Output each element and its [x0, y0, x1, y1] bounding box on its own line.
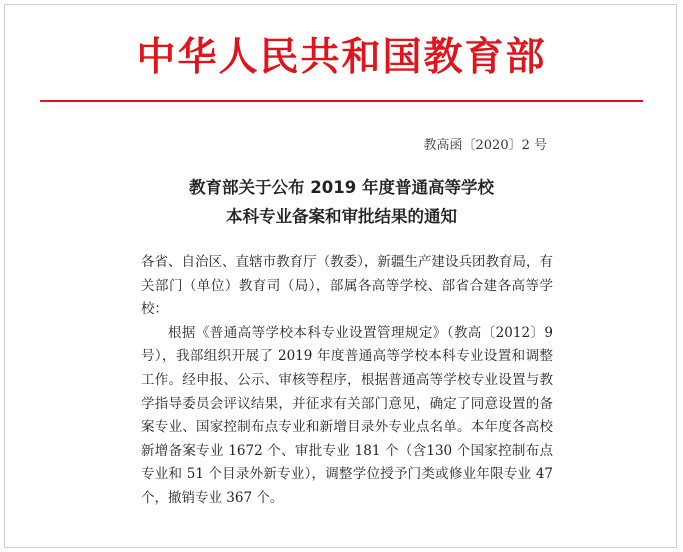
document-body — [141, 251, 553, 511]
paragraph-1: 根据《普通高等学校本科专业设置管理规定》（教高〔2012〕9 号），我部组织开展了 2019 年度普通高等学校本科专业设置和调整工作。经申报、公示、审核等程序，根据普通高等学校专业设置与教学指导委员会评议结果，并征求有关部门意见，确定了同意设置的备案专业、国家控制布点专业和新增目录外专业点名单。本年度各高校新增备案专业 1672 个、审批专业 181 个（含130 个国家控制布点专业和 51 个目录外新专业），调整学位授予门类或修业年限专业 47 个，撤销专业 367 个。 — [141, 324, 553, 506]
title-line-1: 教育部关于公布 2019 年度普通高等学校 — [189, 178, 494, 197]
letterhead-title: 中华人民共和国教育部 — [136, 35, 547, 80]
salutation: 各省、自治区、直辖市教育厅（教委），新疆生产建设兵团教育局，有关部门（单位）教育司（局），部属各高等学校、部省合建各高等学校： — [141, 254, 553, 318]
document-title — [0, 173, 683, 231]
title-line-2: 本科专业备案和审批结果的通知 — [226, 207, 457, 226]
document-number: 教高函〔2020〕2 号 — [423, 138, 547, 153]
letterhead-divider — [40, 100, 643, 102]
